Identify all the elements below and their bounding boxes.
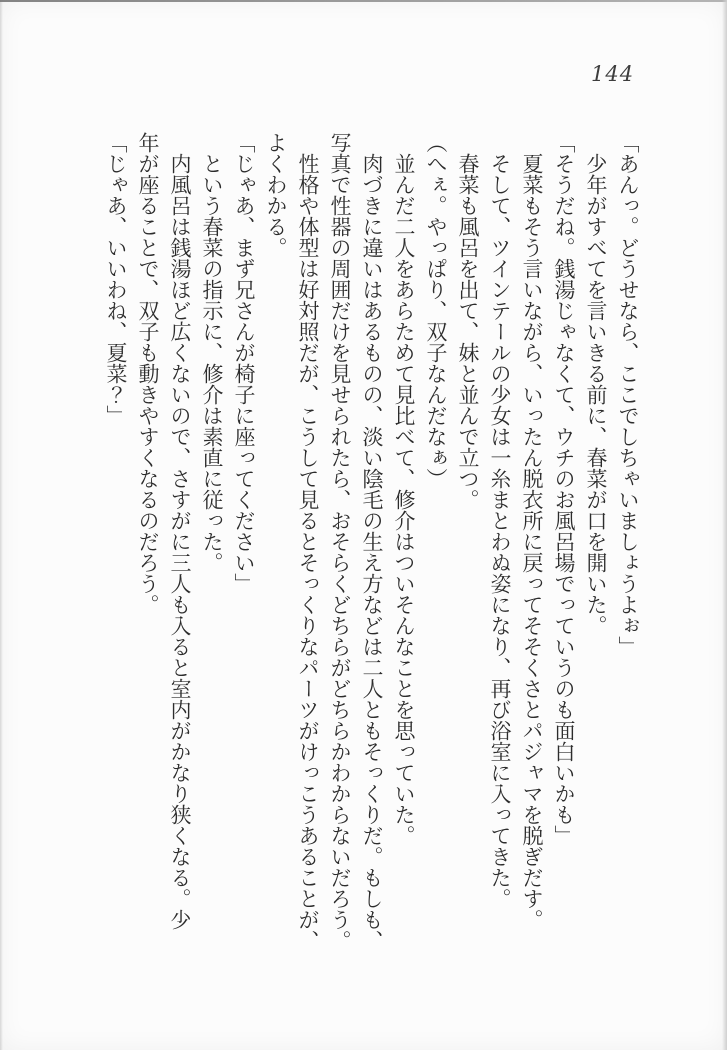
text-line: 夏菜もそう言いながら、いったん脱衣所に戻ってそそくさとパジャマを脱ぎだす。 <box>520 153 544 930</box>
text-line: 「あんっ。どうせなら、ここでしちゃいましょうよぉ」 <box>616 132 640 657</box>
text-line: 並んだ二人をあらためて見比べて、修介はついそんなことを思っていた。 <box>392 153 416 846</box>
text-line: 写真で性器の周囲だけを見せられたら、おそらくどちらがどちらかわからないだろう。 <box>328 132 352 951</box>
page-left-edge-artifact <box>0 0 3 1050</box>
text-line: 内風呂は銭湯ほど広くないので、さすがに三人も入ると室内がかなり狭くなる。少 <box>168 153 192 930</box>
text-line: 肉づきに違いはあるものの、淡い陰毛の生え方などは二人ともそっくりだ。もしも、 <box>360 153 384 951</box>
page-right-edge-artifact <box>722 0 727 1050</box>
text-line: 性格や体型は好対照だが、こうして見るとそっくりなパーツがけっこうあることが、 <box>296 153 320 951</box>
text-line: よくわかる。 <box>264 132 288 258</box>
text-line: 年が座ることで、双子も動きやすくなるのだろう。 <box>136 132 160 615</box>
text-column-block <box>100 132 644 992</box>
page-top-edge-artifact <box>0 0 727 2</box>
text-line: 「じゃあ、まず兄さんが椅子に座ってください」 <box>232 132 256 594</box>
text-line: 「そうだね。銭湯じゃなくて、ウチのお風呂場でっていうのも面白いかも」 <box>552 132 576 846</box>
text-line: という春菜の指示に、修介は素直に従った。 <box>200 153 224 573</box>
text-line: 春菜も風呂を出て、妹と並んで立つ。 <box>456 153 480 510</box>
text-line: 「じゃあ、いいわね、夏菜？」 <box>104 132 128 426</box>
text-line: （へぇ。やっぱり、双子なんだなぁ） <box>424 132 448 489</box>
text-line: 少年がすべてを言いきる前に、春菜が口を開いた。 <box>584 153 608 636</box>
page-number: 144 <box>591 62 635 86</box>
text-line: そして、ツインテールの少女は一糸まとわぬ姿になり、再び浴室に入ってきた。 <box>488 153 512 909</box>
